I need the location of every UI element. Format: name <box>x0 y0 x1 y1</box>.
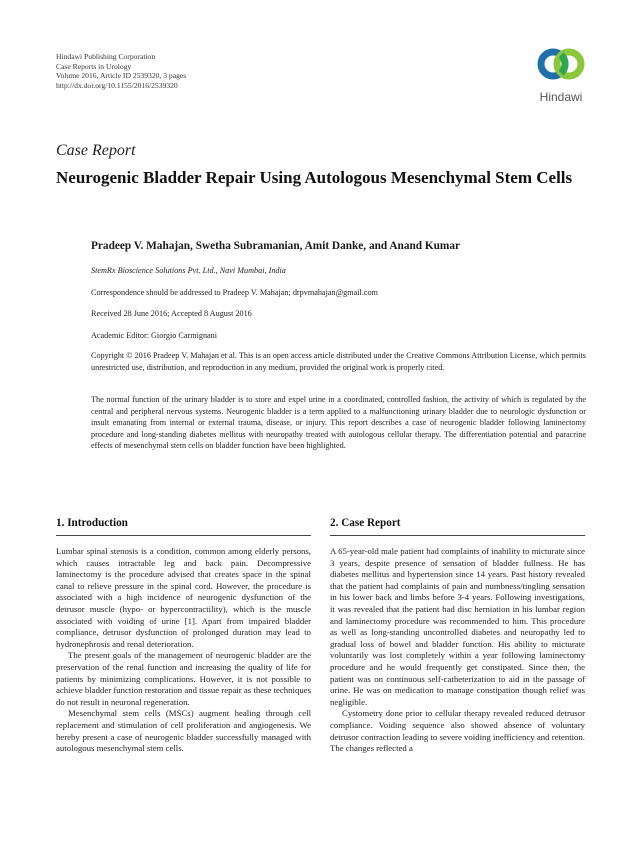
hindawi-logo <box>521 46 601 110</box>
author-list: Pradeep V. Mahajan, Swetha Subramanian, Amit Danke, and Anand Kumar <box>91 240 460 252</box>
paragraph: Mesenchymal stem cells (MSCs) augment healing through cell replacement and stimulation of cell proliferation and angiogenesis. We hereby present a case of neurogenic bladder successfully managed with autologous mesenchymal stem cells. <box>56 708 311 754</box>
received-accepted-dates: Received 28 June 2016; Accepted 8 August 2016 <box>91 309 252 318</box>
case-report-body <box>330 546 585 755</box>
volume-line: Volume 2016, Article ID 2539320, 3 pages <box>56 71 187 81</box>
paragraph: A 65-year-old male patient had complaints of inability to micturate since 3 years, despite presence of sensation of bladder fullness. He has diabetes mellitus and hypertension since 14 years. Past history revealed that the patient had complaints of pain and numbness/tingling sensation in his lower back and limbs before 3-4 years. Following investigations, it was revealed that the patient had disc herniation in his lumbar region and laminectomy procedure was recommended to him. This procedure as well as long-standing uncontrolled diabetes and neuropathy led to gradual loss of bowel and bladder function. His ability to micturate voluntarily was lost completely within a year following laminectomy procedure and he would frequently get constipated. Since then, the patient was on continuous self-catheterization to aid in the passage of urine. He was on medication to manage constipation though relief was negligible. <box>330 546 585 707</box>
logo-text: Hindawi <box>539 90 583 104</box>
paragraph: Cystometry done prior to cellular therapy revealed reduced detrusor compliance. Voiding sequence also showed absence of voluntary detrusor contraction leading to severe voiding inefficiency and retention. The changes reflected a <box>330 708 585 754</box>
journal-line: Case Reports in Urology <box>56 61 132 71</box>
publisher-line: Hindawi Publishing Corporation <box>56 52 156 61</box>
article-title: Neurogenic Bladder Repair Using Autologous Mesenchymal Stem Cells <box>56 168 573 187</box>
case-report-section <box>330 517 585 755</box>
article-type: Case Report <box>56 142 136 159</box>
paragraph: Lumbar spinal stenosis is a condition, common among elderly persons, which causes intractable leg and back pain. Decompressive laminectomy is the procedure advised that creates space in the spinal canal to relieve pressure in the spinal cord. However, the procedure is associated with a high incidence of neurogenic dysfunction of the detrusor muscle (hypo- or hypercontractility), which is the muscle associated with voiding of urine [1]. Apart from impaired bladder compliance, detrusor dysfunction of prolonged duration may lead to hydronephrosis and renal deterioration. <box>56 546 311 649</box>
doi-link[interactable]: http://dx.doi.org/10.1155/2016/2539320 <box>56 80 178 90</box>
section-heading-case-report: 2. Case Report <box>330 517 585 536</box>
introduction-section <box>56 517 311 755</box>
abstract: The normal function of the urinary bladder is to store and expel urine in a coordinated, controlled fashion, the activity of which is regulated by the central and peripheral nervous systems. Neurogenic bladder is a term applied to a malfunctioning urinary bladder due to neurologic dysfunction or insult emanating from internal or external trauma, disease, or injury. This report describes a case of neurogenic bladder following laminectomy procedure and long-standing diabetes mellitus with neuropathy treated with autologous cellular therapy. The differentiation potential and paracrine effects of mesenchymal stem cells on bladder function have been highlighted. <box>91 395 586 451</box>
hindawi-logo-icon <box>533 46 589 90</box>
affiliation: StemRx Bioscience Solutions Pvt. Ltd., Navi Mumbai, India <box>91 266 286 275</box>
section-heading-introduction: 1. Introduction <box>56 517 311 536</box>
correspondence: Correspondence should be addressed to Pradeep V. Mahajan; drpvmahajan@gmail.com <box>91 288 378 297</box>
copyright-notice: Copyright © 2016 Pradeep V. Mahajan et al. This is an open access article distributed under the Creative Commons Attribution License, which permits unrestricted use, distribution, and reproduction in any medium, provided the original work is properly cited. <box>91 351 586 372</box>
publication-info <box>56 52 186 90</box>
introduction-body <box>56 546 311 755</box>
paragraph: The present goals of the management of neurogenic bladder are the preservation of the renal function and increasing the quality of life for patients by minimizing complications. However, it is not possible to achieve bladder function restoration and tissue repair as these techniques do not result in neuronal regeneration. <box>56 650 311 707</box>
academic-editor: Academic Editor: Giorgio Carmignani <box>91 331 218 340</box>
